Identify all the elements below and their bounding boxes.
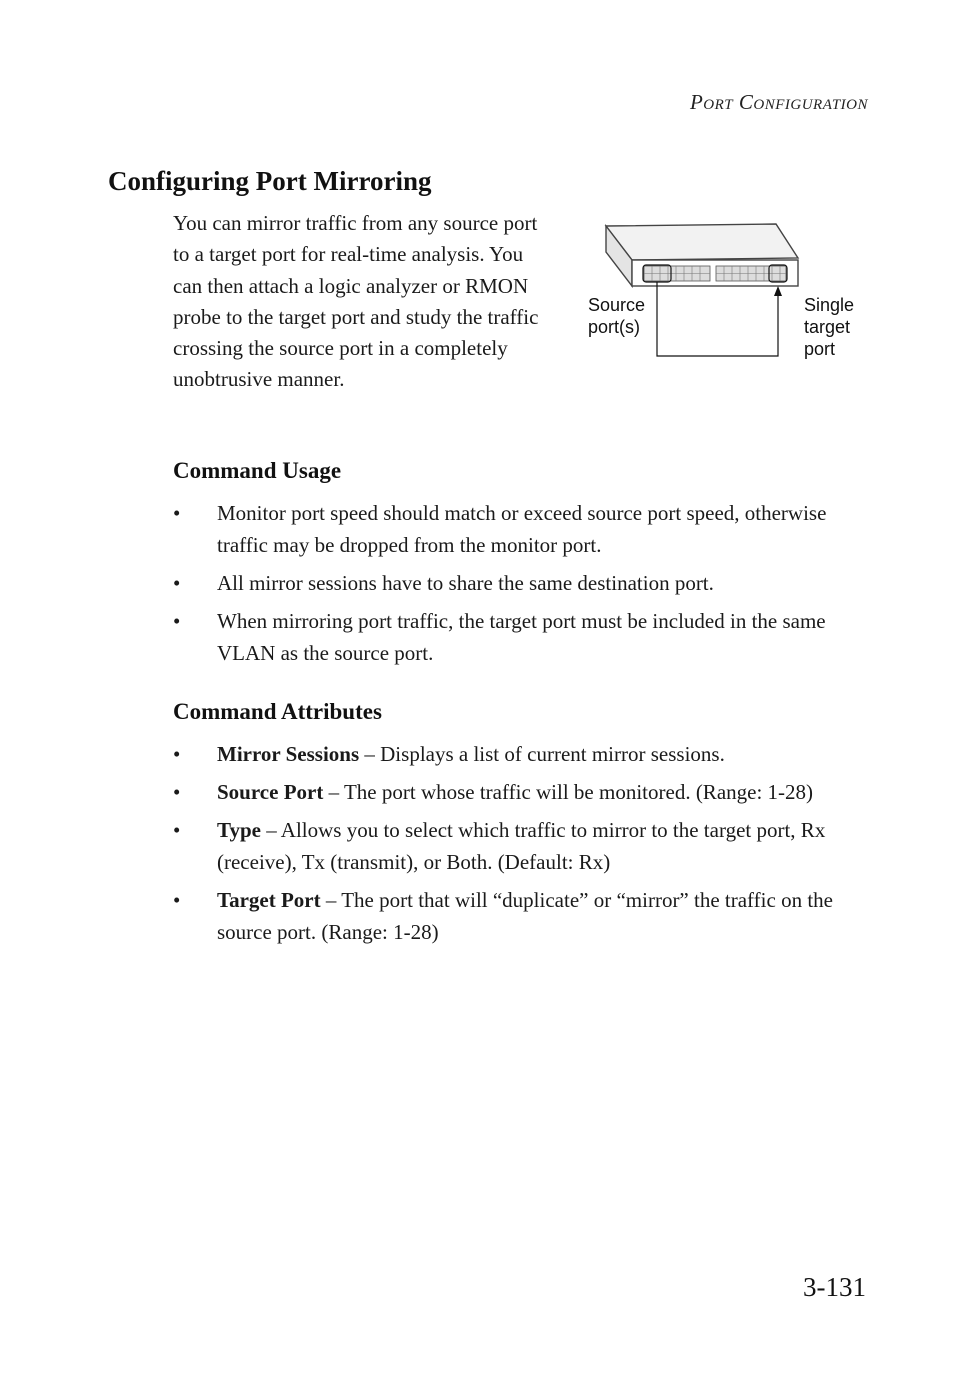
intro-paragraph: You can mirror traffic from any source port to a target port for real-time analysis. You can then attach a logic analyzer or RMON probe to the target port and study the traffic crossing the source port in a completely unobtrusive manner. (173, 211, 539, 392)
list-item: • Target Port – The port that will “duplicate” or “mirror” the traffic on the source port. (Range: 1-28) (173, 888, 833, 944)
list-item: • Type – Allows you to select which traffic to mirror to the target port, Rx (receive), Tx (transmit), or Both. (Default: Rx) (173, 818, 826, 874)
arrowhead-icon (774, 286, 782, 296)
command-usage-heading: Command Usage (173, 458, 342, 483)
list-item: • Source Port – The port whose traffic will be monitored. (Range: 1-28) (173, 780, 814, 804)
list-item: • Monitor port speed should match or exceed source port speed, otherwise traffic may be dropped from the monitor port. (173, 501, 827, 557)
command-attributes-list (173, 738, 873, 954)
target-port-label: Single target port (804, 295, 855, 359)
command-attributes-heading: Command Attributes (173, 699, 382, 724)
list-item: • All mirror sessions have to share the same destination port. (173, 571, 714, 595)
switch-top-face (606, 224, 798, 260)
source-ports-label: Source port(s) (588, 295, 646, 337)
running-header: Port Configuration (689, 90, 868, 114)
section-title: Configuring Port Mirroring (108, 166, 432, 196)
page-number: 3-131 (803, 1272, 866, 1302)
command-usage-list (173, 497, 873, 675)
mirror-path-line (657, 282, 778, 356)
port-mirroring-diagram (584, 220, 804, 360)
list-item: • Mirror Sessions – Displays a list of current mirror sessions. (173, 742, 725, 766)
list-item: • When mirroring port traffic, the target port must be included in the same VLAN as the source port. (173, 609, 826, 665)
